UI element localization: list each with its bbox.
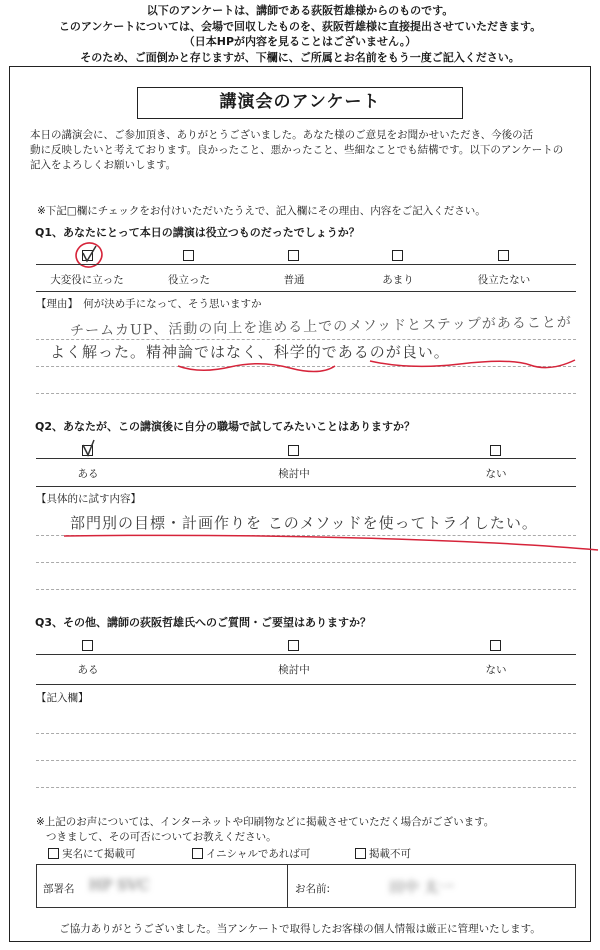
q2-answer-rule-3 <box>36 589 576 590</box>
q2-scale-line <box>36 458 576 459</box>
q2-option-considering: 検討中 <box>278 468 310 480</box>
q1-checkbox-average[interactable] <box>288 250 299 261</box>
q3-entry-label: 【記入欄】 <box>36 692 89 704</box>
q2-checkbox-considering[interactable] <box>288 445 299 456</box>
publish-label-no: 掲載不可 <box>369 848 411 860</box>
q3-checkbox-considering[interactable] <box>288 640 299 651</box>
q3-question: Q3、その他、講師の荻阪哲雄氏へのご質問・ご要望はありますか？ <box>35 616 372 629</box>
q3-option-yes: ある <box>77 664 99 676</box>
q3-option-considering: 検討中 <box>278 664 310 676</box>
publication-note <box>36 815 556 845</box>
q3-entry-rule-3 <box>36 787 576 788</box>
q1-option-not-much: あまり <box>382 274 414 286</box>
q2-detail-top-line <box>36 486 576 487</box>
q1-question: Q1、あなたにとって本日の講演は役立つものだったでしょうか？ <box>35 226 360 239</box>
q3-entry-rule-1 <box>36 733 576 734</box>
publication-note-line-2: つきまして、その可否についてお教えください。 <box>46 831 277 843</box>
q2-question: Q2、あなたが、この講演後に自分の職場で試してみたいことはありますか？ <box>35 420 416 433</box>
q1-option-average: 普通 <box>283 274 305 286</box>
name-label: お名前: <box>295 883 331 895</box>
q2-checkbox-no[interactable] <box>490 445 501 456</box>
q1-checkbox-not-useful[interactable] <box>498 250 509 261</box>
q2-checkmark <box>80 438 100 458</box>
q1-reason-label: 【理由】 何が決め手になって、そう思いますか <box>36 298 262 310</box>
intro-line-1: 本日の講演会に、ご参加頂き、ありがとうございました。あなた様のご意見をお聞かせいただき、今後の活 <box>30 129 534 141</box>
department-field[interactable]: HP SVC <box>89 876 150 894</box>
department-label: 部署名 <box>43 883 75 895</box>
q1-red-circle-mark <box>72 238 106 272</box>
q1-scale-line <box>36 264 576 265</box>
publish-checkbox-no[interactable] <box>355 848 366 859</box>
publish-label-real-name: 実名にて掲載可 <box>62 848 136 860</box>
q1-red-underline-mark <box>170 356 590 376</box>
q1-handwritten-answer-1: チームカUP、活動の向上を進める上でのメソッドとステップがあることが <box>69 314 572 340</box>
q1-option-useful: 役立った <box>168 274 210 286</box>
name-field[interactable]: 田中 太一 <box>389 878 454 896</box>
q3-entry-top-line <box>36 684 576 685</box>
q2-red-underline-mark <box>60 530 600 556</box>
q2-detail-label: 【具体的に試す内容】 <box>36 493 141 505</box>
page-title: 講演会のアンケート <box>137 87 463 119</box>
intro-line-2: 動に反映したいと考えております。良かったこと、悪かったこと、些細なことでも結構です。以下のアンケートの <box>30 144 564 156</box>
q1-option-not-useful: 役立たない <box>477 274 531 286</box>
q3-checkbox-yes[interactable] <box>82 640 93 651</box>
q1-checkbox-useful[interactable] <box>183 250 194 261</box>
notice-line-4: そのため、ご面倒かと存じますが、下欄に、ご所属とお名前をもう一度ご記入ください。 <box>80 50 520 64</box>
publish-option-real-name[interactable] <box>48 846 136 861</box>
q1-answer-rule-3 <box>36 393 576 394</box>
publish-checkbox-real-name[interactable] <box>48 848 59 859</box>
publication-note-line-1: ※上記のお声については、インターネットや印刷物などに掲載させていただく場合がございます。 <box>36 816 495 828</box>
notice-line-3: （日本HPが内容を見ることはございません。） <box>183 35 417 48</box>
q2-option-yes: ある <box>77 468 99 480</box>
publish-checkbox-initials[interactable] <box>192 848 203 859</box>
thanks-note: ご協力ありがとうございました。当アンケートで取得したお客様の個人情報は厳正に管理いたします。 <box>59 923 541 935</box>
name-table <box>36 864 576 908</box>
publish-label-initials: イニシャルであれば可 <box>206 848 311 860</box>
publish-option-no[interactable] <box>355 846 411 861</box>
q2-option-no: ない <box>485 468 507 480</box>
name-table-divider <box>287 865 288 907</box>
q2-handwritten-answer: 部門別の目標・計画作りを このメソッドを使ってトライしたい。 <box>70 514 538 532</box>
notice-line-2: このアンケートについては、会場で回収したものを、荻阪哲雄様に直接提出させていただきます。 <box>58 19 542 33</box>
q3-entry-rule-2 <box>36 760 576 761</box>
notice-line-1: 以下のアンケートは、講師である荻阪哲雄様からのものです。 <box>146 4 454 17</box>
intro-line-3: 記入をよろしくお願いします。 <box>30 159 177 171</box>
q3-scale-line <box>36 654 576 655</box>
q1-handwritten-answer-2: よく解った。精神論ではなく、科学的であるのが良い。 <box>50 343 450 361</box>
q2-answer-rule-2 <box>36 562 576 563</box>
q1-checkbox-not-much[interactable] <box>392 250 403 261</box>
check-instruction: ※下記□欄にチェックをお付けいただいたうえで、記入欄にその理由、内容をご記入ください。 <box>37 205 486 217</box>
q3-option-no: ない <box>485 664 507 676</box>
q1-option-very-useful: 大変役に立った <box>50 274 124 286</box>
q1-reason-top-line <box>36 291 576 292</box>
top-notice <box>0 3 600 65</box>
intro-text <box>30 128 578 173</box>
q3-checkbox-no[interactable] <box>490 640 501 651</box>
publish-option-initials[interactable] <box>192 846 310 861</box>
